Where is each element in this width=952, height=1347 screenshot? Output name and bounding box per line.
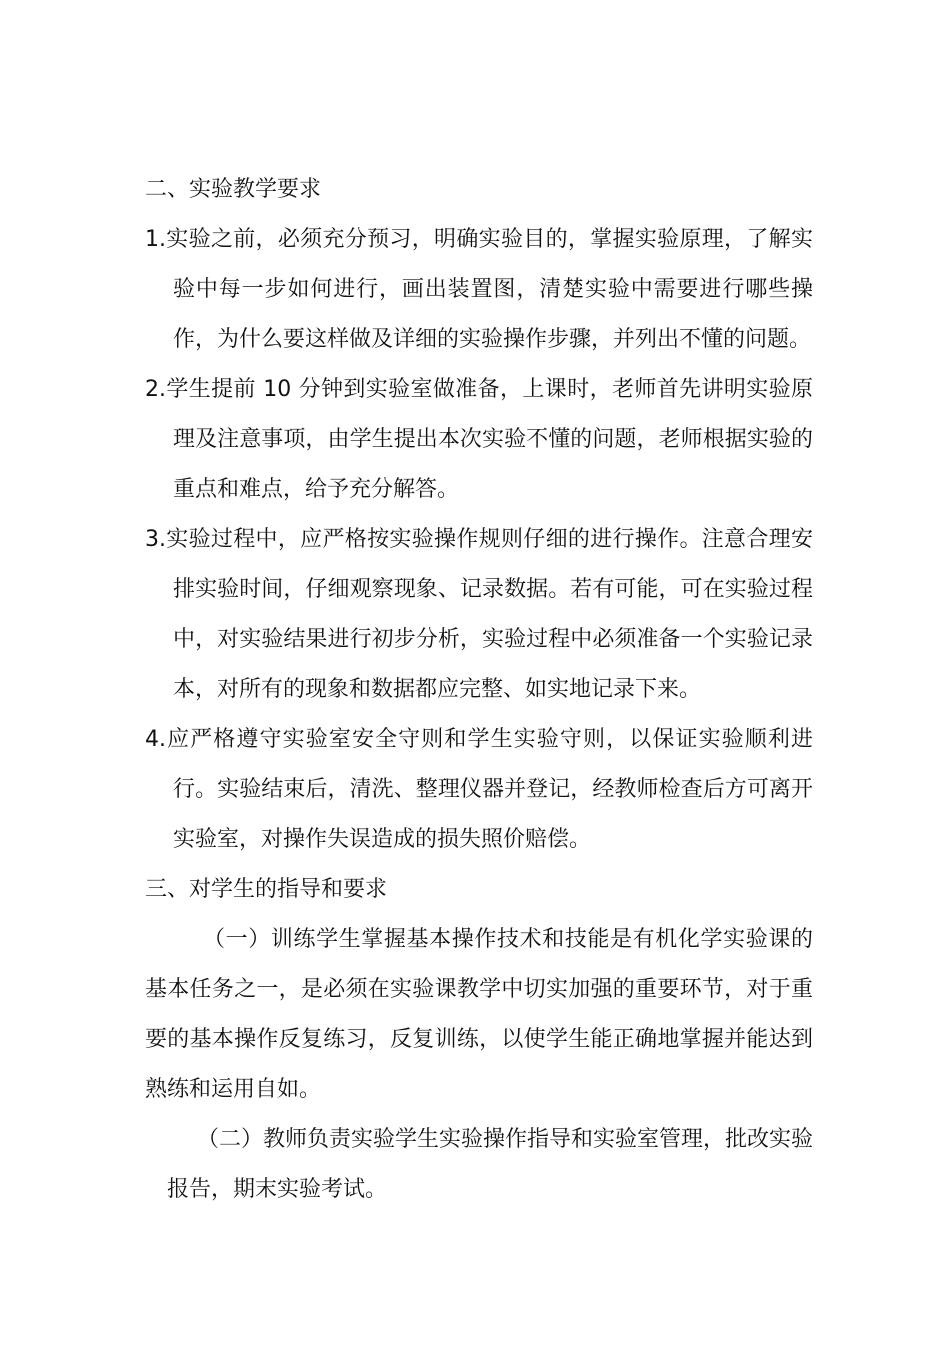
- requirement-item-3: 3.实验过程中，应严格按实验操作规则仔细的进行操作。注意合理安排实验时间，仔细观察现象、记录数据。若有可能，可在实验过程中，对实验结果进行初步分析，实验过程中必须准备一个实验记录本，对所有的现象和数据都应完整、如实地记录下来。: [145, 527, 813, 702]
- document-page: [145, 165, 813, 1215]
- guidance-paragraph-1: （一）训练学生掌握基本操作技术和技能是有机化学实验课的基本任务之一，是必须在实验课教学中切实加强的重要环节，对于重要的基本操作反复练习，反复训练，以使学生能正确地掌握并能达到熟练和运用自如。: [145, 927, 813, 1102]
- requirement-item-4: 4.应严格遵守实验室安全守则和学生实验守则，以保证实验顺利进行。实验结束后，清洗、整理仪器并登记，经教师检查后方可离开实验室，对操作失误造成的损失照价赔偿。: [145, 727, 813, 852]
- section-heading-student-guidance: 三、对学生的指导和要求: [145, 877, 388, 902]
- guidance-paragraph-2: （二）教师负责实验学生实验操作指导和实验室管理，批改实验报告，期末实验考试。: [167, 1127, 814, 1202]
- requirement-item-2: 2.学生提前 10 分钟到实验室做准备，上课时，老师首先讲明实验原理及注意事项，由学生提出本次实验不懂的问题，老师根据实验的重点和难点，给予充分解答。: [145, 377, 813, 502]
- requirement-item-1: 1.实验之前，必须充分预习，明确实验目的，掌握实验原理，了解实验中每一步如何进行，画出装置图，清楚实验中需要进行哪些操作，为什么要这样做及详细的实验操作步骤，并列出不懂的问题。: [145, 227, 813, 352]
- section-heading-teaching-requirements: 二、实验教学要求: [145, 177, 322, 202]
